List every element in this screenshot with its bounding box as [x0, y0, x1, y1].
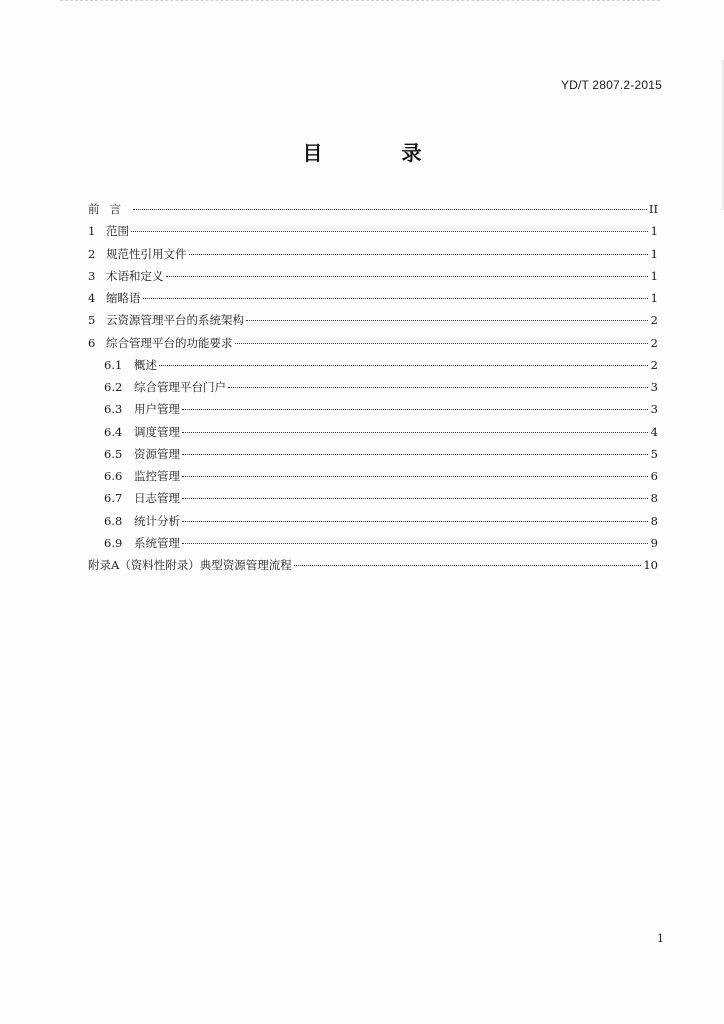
toc-entry[interactable] — [88, 312, 658, 334]
toc-entry-title: 资源管理 — [134, 446, 180, 461]
toc-leader-dots — [182, 454, 648, 455]
toc-entry-number: 6.2 — [104, 380, 123, 394]
toc-entry-page: 1 — [650, 224, 658, 239]
toc-entry-page: 2 — [650, 357, 658, 372]
toc-entry[interactable] — [88, 268, 658, 290]
toc-entry-title: 概述 — [134, 357, 157, 372]
toc-entry-title: 前言 — [88, 202, 131, 216]
toc-entry[interactable] — [88, 201, 658, 223]
toc-entry-page: 9 — [650, 535, 658, 550]
toc-entry-page: 8 — [650, 491, 658, 506]
toc-entry[interactable] — [88, 468, 658, 490]
toc-leader-dots — [182, 409, 648, 410]
toc-entry-number: 6.8 — [104, 513, 123, 528]
toc-entry-number: 3 — [88, 268, 96, 283]
toc-entry[interactable] — [88, 379, 658, 401]
toc-leader-dots — [235, 343, 649, 344]
toc-entry-page: 10 — [643, 558, 658, 572]
toc-entry-number: 2 — [88, 246, 96, 261]
toc-entry-page: 2 — [650, 313, 658, 328]
toc-entry[interactable] — [88, 335, 658, 357]
toc-leader-dots — [182, 521, 648, 522]
toc-entry-title: 综合管理平台门户 — [134, 380, 226, 394]
toc-entry[interactable] — [88, 535, 658, 557]
toc-entry-number: 4 — [88, 291, 96, 305]
toc-entry-number: 5 — [88, 313, 96, 328]
toc-entry-page: 5 — [650, 446, 658, 461]
toc-entry-number: 6.5 — [104, 446, 123, 461]
toc-entry-page: 3 — [650, 380, 658, 394]
toc-entry-number: 6 — [88, 335, 96, 350]
toc-leader-dots — [159, 365, 648, 366]
toc-entry-title: 监控管理 — [134, 469, 180, 483]
toc-entry-title: 调度管理 — [134, 424, 180, 439]
toc-entry-title: 规范性引用文件 — [106, 246, 187, 261]
toc-entry-title: 用户管理 — [134, 402, 180, 417]
toc-entry[interactable] — [88, 290, 658, 312]
toc-entry-page: 6 — [650, 469, 658, 483]
toc-leader-dots — [228, 387, 648, 388]
toc-entry-page: II — [648, 202, 658, 216]
toc-entry-page: 1 — [650, 291, 658, 305]
toc-entry-page: 1 — [650, 246, 658, 261]
toc-leader-dots — [182, 543, 648, 544]
toc-leader-dots — [189, 254, 649, 255]
toc-entry-title: 术语和定义 — [106, 268, 164, 283]
toc-leader-dots — [182, 476, 648, 477]
toc-leader-dots — [294, 565, 642, 566]
toc-leader-dots — [131, 231, 648, 232]
table-of-contents — [88, 201, 658, 579]
toc-entry-number: 6.7 — [104, 491, 123, 506]
toc-entry-title: 附录A（资料性附录）典型资源管理流程 — [88, 558, 292, 572]
toc-entry-title: 系统管理 — [134, 535, 180, 550]
toc-entry[interactable] — [88, 557, 658, 579]
toc-leader-dots — [182, 432, 648, 433]
toc-entry-title: 缩略语 — [106, 291, 141, 305]
toc-entry[interactable] — [88, 401, 658, 423]
toc-entry-title: 统计分析 — [134, 513, 180, 528]
toc-entry-title: 范围 — [106, 224, 129, 239]
toc-entry-page: 4 — [650, 424, 658, 439]
toc-entry[interactable] — [88, 513, 658, 535]
toc-leader-dots — [133, 209, 647, 210]
toc-entry-number: 6.6 — [104, 469, 123, 483]
toc-entry-number: 6.3 — [104, 402, 123, 417]
toc-entry[interactable] — [88, 246, 658, 268]
scan-artifact-top — [60, 0, 660, 4]
document-code: YD/T 2807.2-2015 — [560, 78, 662, 92]
toc-title: 目 录 — [302, 141, 458, 165]
toc-entry[interactable] — [88, 357, 658, 379]
toc-entry-number: 6.1 — [104, 357, 123, 372]
toc-entry-title: 云资源管理平台的系统架构 — [106, 313, 244, 328]
toc-entry[interactable] — [88, 490, 658, 512]
toc-entry-page: 8 — [650, 513, 658, 528]
toc-entry-number: 6.4 — [104, 424, 123, 439]
toc-entry-page: 2 — [650, 335, 658, 350]
toc-entry-title: 日志管理 — [134, 491, 180, 506]
toc-entry-page: 3 — [650, 402, 658, 417]
toc-leader-dots — [143, 298, 649, 299]
scan-artifact-edge — [720, 60, 724, 210]
toc-entry[interactable] — [88, 446, 658, 468]
toc-entry-title: 综合管理平台的功能要求 — [106, 335, 233, 350]
toc-entry-number: 6.9 — [104, 535, 123, 550]
toc-leader-dots — [182, 498, 648, 499]
toc-leader-dots — [246, 320, 648, 321]
toc-entry-page: 1 — [650, 268, 658, 283]
toc-leader-dots — [166, 276, 649, 277]
footer-page-number: 1 — [657, 932, 664, 945]
toc-entry-number: 1 — [88, 224, 96, 239]
toc-entry[interactable] — [88, 223, 658, 245]
toc-entry[interactable] — [88, 424, 658, 446]
